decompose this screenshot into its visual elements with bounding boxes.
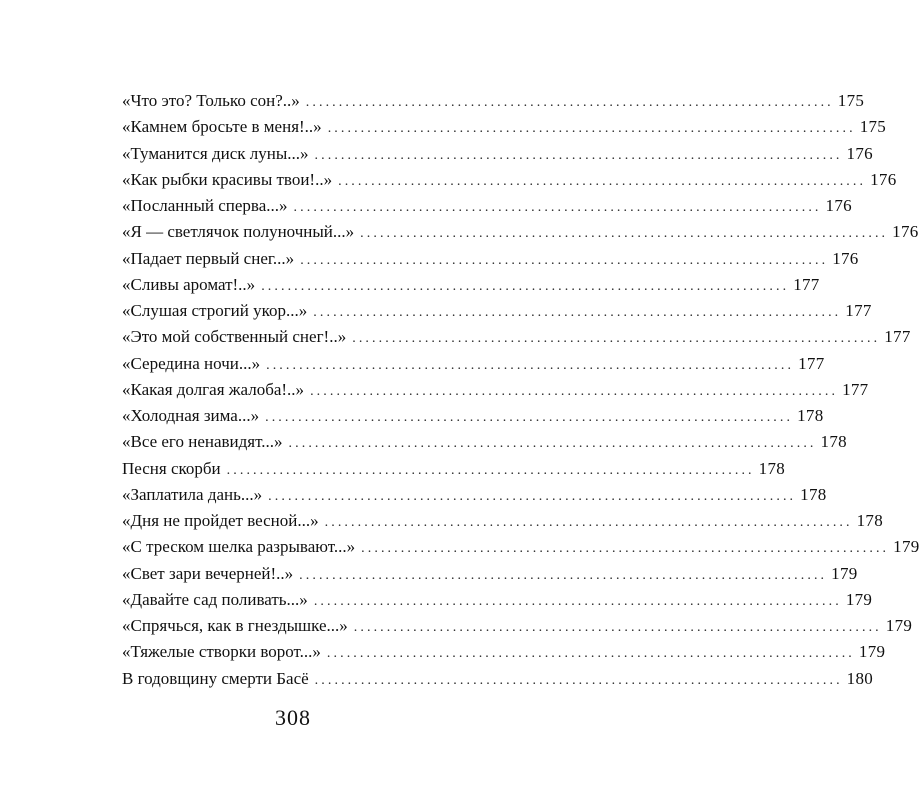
toc-entry[interactable] [122, 561, 858, 587]
toc-entry-page: 177 [884, 327, 911, 347]
toc-entry-page: 179 [845, 589, 873, 609]
toc-entry-page: 175 [859, 117, 887, 137]
toc-entry-page: 179 [831, 563, 858, 583]
toc-entry[interactable] [122, 246, 859, 272]
toc-entry[interactable] [122, 193, 852, 219]
toc-entry[interactable] [122, 167, 897, 193]
toc-entry[interactable] [122, 508, 884, 534]
toc-entry[interactable] [122, 403, 824, 429]
toc-entry[interactable] [122, 219, 919, 245]
toc-entry-page: 177 [842, 379, 869, 399]
toc-entry[interactable] [122, 613, 913, 639]
toc-entry-title: «Туманится диск луны...» [122, 143, 309, 163]
table-of-contents [122, 88, 920, 692]
toc-entry-page: 178 [758, 458, 786, 478]
dot-leader: ................................................................................ [313, 305, 842, 320]
toc-entry-title: «Все его ненавидят...» [122, 432, 283, 452]
dot-leader: ................................................................................ [324, 515, 853, 530]
dot-leader: ................................................................................ [293, 200, 822, 215]
toc-entry[interactable] [122, 456, 786, 482]
toc-entry-page: 177 [845, 301, 872, 320]
toc-entry-page: 179 [885, 616, 913, 635]
dot-leader: ................................................................................ [361, 541, 890, 557]
toc-entry-page: 176 [832, 248, 859, 268]
toc-entry-title: «Дня не пройдет весной...» [122, 511, 319, 530]
dot-leader: ................................................................................ [305, 95, 834, 110]
toc-entry-page: 178 [856, 511, 884, 530]
dot-leader: ................................................................................ [265, 410, 794, 425]
toc-entry-title: «Что это? Только сон?..» [122, 91, 300, 110]
dot-leader: ................................................................................ [353, 620, 882, 635]
toc-entry-title: «Камнем бросьте в меня!..» [122, 117, 322, 137]
toc-entry-title: Песня скорби [122, 458, 221, 478]
dot-leader: ................................................................................ [313, 593, 842, 609]
toc-entry-title: «Посланный сперва...» [122, 196, 288, 215]
toc-entry[interactable] [122, 377, 869, 403]
toc-entry-title: «Падает первый снег...» [122, 248, 295, 268]
toc-entry-title: «Давайте сад поливать...» [122, 589, 308, 609]
toc-entry-title: «Как рыбки красивы твои!..» [122, 169, 333, 189]
toc-entry-title: «Слушая строгий укор...» [122, 301, 308, 320]
dot-leader: ................................................................................ [327, 121, 856, 137]
dot-leader: ................................................................................ [268, 488, 797, 504]
toc-entry-page: 176 [846, 143, 873, 163]
dot-leader: ................................................................................ [352, 331, 881, 347]
toc-entry-page: 178 [820, 432, 847, 452]
toc-entry[interactable] [122, 114, 887, 140]
toc-entry[interactable] [122, 429, 847, 455]
toc-entry-title: «Какая долгая жалоба!..» [122, 379, 305, 399]
toc-entry-page: 179 [858, 642, 886, 662]
dot-leader: ................................................................................ [226, 462, 755, 478]
toc-entry-page: 176 [892, 222, 919, 242]
toc-entry-page: 177 [798, 353, 825, 373]
toc-entry[interactable] [122, 534, 920, 560]
toc-entry[interactable] [122, 324, 911, 350]
dot-leader: ................................................................................ [314, 672, 843, 688]
toc-entry-page: 176 [870, 169, 897, 189]
dot-leader: ................................................................................ [326, 646, 855, 662]
toc-entry-page: 178 [800, 484, 827, 504]
toc-entry[interactable] [122, 351, 825, 377]
toc-entry-page: 178 [797, 406, 824, 425]
toc-entry[interactable] [122, 666, 874, 692]
toc-entry-title: «Спрячься, как в гнездышке...» [122, 616, 348, 635]
toc-entry-page: 175 [837, 91, 865, 110]
toc-entry[interactable] [122, 141, 873, 167]
toc-entry-title: «Холодная зима...» [122, 406, 260, 425]
toc-entry[interactable] [122, 639, 886, 665]
toc-entry-title: «Середина ночи...» [122, 353, 261, 373]
toc-entry-page: 180 [846, 668, 874, 688]
toc-entry[interactable] [122, 272, 820, 298]
toc-entry-title: «Сливы аромат!..» [122, 274, 256, 294]
toc-entry-title: «Это мой собственный снег!..» [122, 327, 347, 347]
toc-entry-title: «С треском шелка разрывают...» [122, 537, 356, 557]
toc-entry-page: 177 [793, 274, 820, 294]
toc-entry-title: «Тяжелые створки ворот...» [122, 642, 321, 662]
dot-leader: ................................................................................ [310, 383, 839, 399]
toc-entry-page: 179 [893, 537, 920, 557]
toc-entry-title: «Свет зари вечерней!..» [122, 563, 294, 583]
page-number: 308 [275, 705, 311, 730]
toc-entry-title: «Заплатила дань...» [122, 484, 263, 504]
dot-leader: ................................................................................ [266, 357, 795, 373]
dot-leader: ................................................................................ [338, 173, 867, 189]
dot-leader: ................................................................................ [288, 436, 817, 452]
toc-entry-title: «Я — светлячок полуночный...» [122, 222, 355, 242]
toc-entry[interactable] [122, 298, 872, 324]
dot-leader: ................................................................................ [299, 567, 828, 583]
toc-entry[interactable] [122, 88, 865, 114]
dot-leader: ................................................................................ [300, 252, 829, 268]
toc-entry-title: В годовщину смерти Басё [122, 668, 309, 688]
dot-leader: ................................................................................ [261, 278, 790, 294]
toc-entry[interactable] [122, 482, 827, 508]
toc-entry[interactable] [122, 587, 873, 613]
dot-leader: ................................................................................ [360, 226, 889, 242]
toc-entry-page: 176 [825, 196, 852, 215]
dot-leader: ................................................................................ [314, 147, 843, 163]
